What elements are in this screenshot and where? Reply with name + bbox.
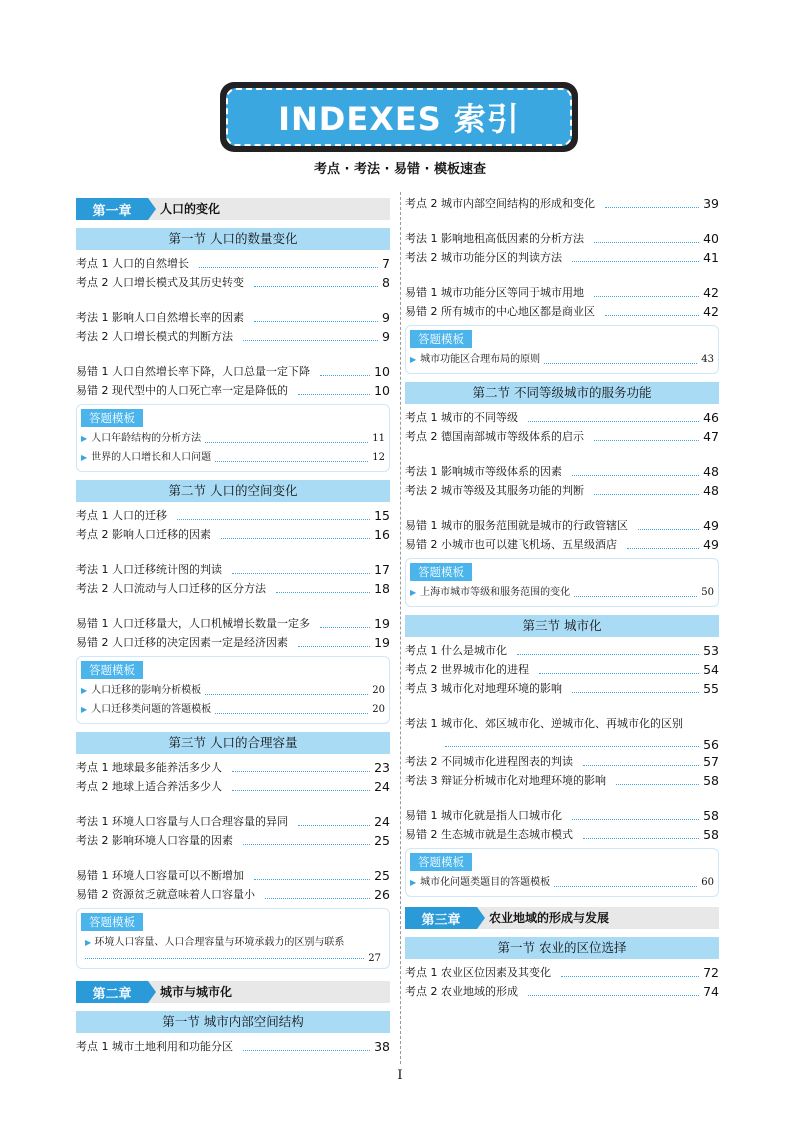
toc-entry-label: 易错 1 城市的服务范围就是城市的行政管辖区 xyxy=(405,519,628,532)
template-item-page: 43 xyxy=(701,354,714,365)
template-item[interactable] xyxy=(410,583,714,602)
section-header: 第三节 城市化 xyxy=(405,615,719,637)
toc-entry-label: 易错 2 生态城市就是生态城市模式 xyxy=(405,828,573,841)
toc-entry-label: 考点 1 地球最多能养活多少人 xyxy=(76,761,222,774)
toc-entry-page: 58 xyxy=(703,808,719,823)
toc-entry[interactable] xyxy=(405,825,719,844)
toc-entry-page: 25 xyxy=(374,868,390,883)
toc-entry-page: 74 xyxy=(703,984,719,999)
chapter-title: 城市与城市化 xyxy=(160,985,233,999)
arrow-icon: ▶ xyxy=(81,705,88,714)
toc-entry-label: 易错 2 现代型中的人口死亡率一定是降低的 xyxy=(76,384,288,397)
toc-entry-label: 考点 1 城市的不同等级 xyxy=(405,411,518,424)
toc-entry-page: 40 xyxy=(703,231,719,246)
toc-entry-page: 10 xyxy=(374,383,390,398)
toc-entry-page: 42 xyxy=(703,285,719,300)
toc-entry-page: 26 xyxy=(374,887,390,902)
leader-dots xyxy=(572,475,699,476)
toc-entry-page: 39 xyxy=(703,196,719,211)
right-column xyxy=(405,194,719,1001)
toc-entry[interactable] xyxy=(76,579,390,598)
toc-entry-label: 考点 1 人口的迁移 xyxy=(76,509,167,522)
toc-entry[interactable] xyxy=(405,408,719,427)
leader-dots xyxy=(574,596,697,597)
left-column xyxy=(76,198,390,1056)
column-divider xyxy=(400,192,401,1064)
toc-entry[interactable] xyxy=(76,633,390,652)
toc-entry[interactable] xyxy=(76,560,390,579)
toc-entry[interactable] xyxy=(76,866,390,885)
toc-entry-label: 易错 2 人口迁移的决定因素一定是经济因素 xyxy=(76,636,288,649)
toc-entry-page: 58 xyxy=(703,827,719,842)
leader-dots xyxy=(265,898,370,899)
toc-entry-page: 16 xyxy=(374,527,390,542)
toc-entry-page: 53 xyxy=(703,643,719,658)
leader-dots xyxy=(561,976,699,977)
toc-entry[interactable] xyxy=(405,714,719,752)
toc-entry[interactable] xyxy=(405,982,719,1001)
template-item-label: 人口迁移类问题的答题模板 xyxy=(91,704,212,715)
leader-dots xyxy=(243,844,370,845)
leader-dots xyxy=(605,207,699,208)
leader-dots xyxy=(205,442,368,443)
answer-template-box xyxy=(76,908,390,969)
chapter-tag: 第二章 xyxy=(76,981,148,1003)
leader-dots xyxy=(199,267,378,268)
toc-entry-label: 考点 1 城市土地利用和功能分区 xyxy=(76,1040,233,1053)
answer-template-tag: 答题模板 xyxy=(410,330,472,348)
leader-dots xyxy=(616,784,699,785)
toc-entry-label: 考法 2 人口增长模式的判断方法 xyxy=(76,330,233,343)
toc-entry[interactable] xyxy=(405,427,719,446)
template-item[interactable] xyxy=(410,873,714,892)
template-item-page: 20 xyxy=(372,685,385,696)
toc-entry-page: 54 xyxy=(703,662,719,677)
toc-entry-page: 8 xyxy=(382,275,390,290)
template-item-page: 12 xyxy=(372,452,385,463)
template-item[interactable] xyxy=(81,681,385,700)
leader-dots xyxy=(544,363,697,364)
toc-entry-page: 58 xyxy=(703,773,719,788)
toc-entry-page: 19 xyxy=(374,635,390,650)
chapter-tag: 第一章 xyxy=(76,198,148,220)
toc-entry-page: 24 xyxy=(374,779,390,794)
toc-entry-label: 易错 1 环境人口容量可以不断增加 xyxy=(76,869,244,882)
answer-template-tag: 答题模板 xyxy=(81,661,143,679)
toc-entry-label: 考点 2 城市内部空间结构的形成和变化 xyxy=(405,197,595,210)
toc-entry[interactable] xyxy=(76,327,390,346)
toc-entry[interactable] xyxy=(76,254,390,273)
section-header: 第一节 人口的数量变化 xyxy=(76,228,390,250)
toc-entry-label: 考法 1 影响城市等级体系的因素 xyxy=(405,465,562,478)
arrow-icon: ▶ xyxy=(410,878,417,887)
answer-template-tag: 答题模板 xyxy=(410,853,472,871)
toc-entry[interactable] xyxy=(76,525,390,544)
arrow-icon: ▶ xyxy=(81,453,88,462)
leader-dots xyxy=(638,529,699,530)
toc-entry[interactable] xyxy=(76,831,390,850)
toc-entry-page: 24 xyxy=(374,814,390,829)
toc-entry-page: 72 xyxy=(703,965,719,980)
toc-entry[interactable] xyxy=(405,516,719,535)
leader-dots xyxy=(320,627,370,628)
section-header: 第三节 人口的合理容量 xyxy=(76,732,390,754)
template-item-label: 环境人口容量、人口合理容量与环境承载力的区别与联系 xyxy=(94,937,345,948)
toc-entry-label: 考点 2 影响人口迁移的因素 xyxy=(76,528,211,541)
toc-entry[interactable] xyxy=(405,679,719,698)
template-item[interactable] xyxy=(81,429,385,448)
toc-entry-label: 考点 1 人口的自然增长 xyxy=(76,257,189,270)
arrow-icon: ▶ xyxy=(410,355,417,364)
toc-entry-label: 考法 2 城市等级及其服务功能的判断 xyxy=(405,484,584,497)
section-header: 第二节 人口的空间变化 xyxy=(76,480,390,502)
template-item-page: 27 xyxy=(368,953,381,964)
leader-dots xyxy=(243,1050,370,1051)
template-item[interactable]: ▶ 环境人口容量、人口合理容量与环境承载力的区别与联系 27 xyxy=(85,937,381,964)
toc-entry-label: 考点 2 地球上适合养活多少人 xyxy=(76,780,222,793)
leader-dots xyxy=(320,375,370,376)
toc-entry-label: 考法 3 辩证分析城市化对地理环境的影响 xyxy=(405,774,606,787)
toc-entry-page: 48 xyxy=(703,464,719,479)
toc-entry[interactable] xyxy=(76,308,390,327)
leader-dots xyxy=(215,461,368,462)
toc-entry-page: 23 xyxy=(374,760,390,775)
toc-entry[interactable] xyxy=(405,752,719,771)
chapter-tag: 第三章 xyxy=(405,907,477,929)
leader-dots xyxy=(594,242,699,243)
template-item-label: 城市化问题类题目的答题模板 xyxy=(420,877,551,888)
toc-entry-page: 56 xyxy=(703,737,719,752)
template-item-label: 人口年龄结构的分析方法 xyxy=(91,433,202,444)
arrow-icon: ▶ xyxy=(81,686,88,695)
toc-entry-label: 易错 1 城市功能分区等同于城市用地 xyxy=(405,286,584,299)
leader-dots xyxy=(254,321,378,322)
toc-entry-label: 考法 1 环境人口容量与人口合理容量的异同 xyxy=(76,815,288,828)
toc-entry[interactable] xyxy=(76,273,390,292)
template-item[interactable] xyxy=(81,700,385,719)
toc-entry-label: 易错 2 资源贫乏就意味着人口容量小 xyxy=(76,888,255,901)
leader-dots xyxy=(177,519,370,520)
toc-entry-page: 46 xyxy=(703,410,719,425)
leader-dots xyxy=(528,995,699,996)
toc-entry[interactable] xyxy=(76,1037,390,1056)
leader-dots xyxy=(243,340,378,341)
answer-template-box xyxy=(76,404,390,472)
toc-entry-page: 17 xyxy=(374,562,390,577)
toc-entry-label: 易错 1 人口自然增长率下降，人口总量一定下降 xyxy=(76,365,310,378)
leader-dots xyxy=(232,771,370,772)
toc-entry-page: 48 xyxy=(703,483,719,498)
section-header: 第一节 城市内部空间结构 xyxy=(76,1011,390,1033)
template-item[interactable] xyxy=(81,448,385,467)
leader-dots xyxy=(594,494,699,495)
leader-dots xyxy=(298,646,370,647)
answer-template-box xyxy=(405,325,719,374)
answer-template-box xyxy=(405,848,719,897)
section-header: 第一节 农业的区位选择 xyxy=(405,937,719,959)
subtitle: 考点 · 考法 · 易错 · 模板速查 xyxy=(314,162,486,177)
toc-entry-label: 易错 1 城市化就是指人口城市化 xyxy=(405,809,562,822)
leader-dots xyxy=(298,394,370,395)
toc-entry-page: 9 xyxy=(382,310,390,325)
toc-entry-page: 38 xyxy=(374,1039,390,1054)
leader-dots xyxy=(554,886,697,887)
toc-entry[interactable] xyxy=(405,194,719,213)
toc-entry-label: 考法 2 人口流动与人口迁移的区分方法 xyxy=(76,582,266,595)
leader-dots xyxy=(594,296,699,297)
toc-entry-label: 考点 2 人口增长模式及其历史转变 xyxy=(76,276,244,289)
toc-entry-page: 15 xyxy=(374,508,390,523)
toc-entry[interactable] xyxy=(405,771,719,790)
toc-entry[interactable] xyxy=(76,362,390,381)
toc-entry-page: 18 xyxy=(374,581,390,596)
chapter-title: 人口的变化 xyxy=(160,202,221,216)
banner-title: INDEXES 索引 xyxy=(226,88,572,146)
toc-entry-page: 42 xyxy=(703,304,719,319)
template-item[interactable] xyxy=(410,350,714,369)
toc-entry-page: 10 xyxy=(374,364,390,379)
chapter-1-header xyxy=(76,198,390,220)
answer-template-box xyxy=(405,558,719,607)
leader-dots xyxy=(276,592,370,593)
section-header: 第二节 不同等级城市的服务功能 xyxy=(405,382,719,404)
answer-template-tag: 答题模板 xyxy=(81,409,143,427)
answer-template-tag: 答题模板 xyxy=(81,913,143,931)
template-item-label: 世界的人口增长和人口问题 xyxy=(91,452,212,463)
leader-dots xyxy=(254,286,378,287)
leader-dots xyxy=(221,538,370,539)
leader-dots xyxy=(232,573,370,574)
template-item-page: 50 xyxy=(701,587,714,598)
toc-entry-page: 7 xyxy=(382,256,390,271)
toc-entry[interactable] xyxy=(405,248,719,267)
leader-dots xyxy=(539,673,699,674)
leader-dots xyxy=(205,694,368,695)
toc-entry[interactable] xyxy=(405,462,719,481)
toc-entry[interactable] xyxy=(76,381,390,400)
toc-entry-page: 55 xyxy=(703,681,719,696)
leader-dots xyxy=(594,440,699,441)
toc-entry[interactable] xyxy=(405,535,719,554)
toc-entry-page: 57 xyxy=(703,754,719,769)
toc-entry[interactable] xyxy=(405,229,719,248)
toc-entry-label: 考法 2 影响环境人口容量的因素 xyxy=(76,834,233,847)
toc-entry-label: 考点 2 农业地域的形成 xyxy=(405,985,518,998)
toc-entry-page: 9 xyxy=(382,329,390,344)
template-item-label: 城市功能区合理布局的原则 xyxy=(420,354,541,365)
toc-entry-page: 41 xyxy=(703,250,719,265)
leader-dots xyxy=(298,825,370,826)
toc-entry[interactable] xyxy=(405,302,719,321)
toc-entry-page: 49 xyxy=(703,518,719,533)
toc-entry-label: 考法 1 城市化、郊区城市化、逆城市化、再城市化的区别 xyxy=(405,717,683,730)
leader-dots xyxy=(627,548,699,549)
toc-entry-label: 考点 2 德国南部城市等级体系的启示 xyxy=(405,430,584,443)
answer-template-box xyxy=(76,656,390,724)
toc-entry-label: 易错 2 小城市也可以建飞机场、五星级酒店 xyxy=(405,538,617,551)
chapter-2-header xyxy=(76,981,390,1003)
toc-entry-page: 19 xyxy=(374,616,390,631)
leader-dots xyxy=(254,879,370,880)
arrow-icon: ▶ xyxy=(410,588,417,597)
toc-entry-label: 考点 2 世界城市化的进程 xyxy=(405,663,529,676)
toc-entry[interactable] xyxy=(405,660,719,679)
toc-entry[interactable] xyxy=(76,614,390,633)
page-number: I xyxy=(397,1068,403,1083)
toc-entry-label: 考法 1 影响人口自然增长率的因素 xyxy=(76,311,244,324)
toc-entry-label: 考法 2 城市功能分区的判读方法 xyxy=(405,251,562,264)
toc-entry[interactable] xyxy=(76,506,390,525)
leader-dots xyxy=(583,838,699,839)
leader-dots xyxy=(517,654,699,655)
leader-dots xyxy=(528,421,699,422)
index-banner xyxy=(220,82,578,152)
template-item-label: 人口迁移的影响分析模板 xyxy=(91,685,202,696)
leader-dots xyxy=(572,692,699,693)
toc-entry[interactable] xyxy=(76,812,390,831)
leader-dots xyxy=(583,765,699,766)
template-item-page: 60 xyxy=(701,877,714,888)
leader-dots xyxy=(572,261,699,262)
toc-entry[interactable] xyxy=(76,758,390,777)
toc-entry-page: 25 xyxy=(374,833,390,848)
toc-entry[interactable] xyxy=(76,777,390,796)
toc-entry-label: 考点 1 农业区位因素及其变化 xyxy=(405,966,551,979)
leader-dots xyxy=(215,713,368,714)
toc-entry-page: 49 xyxy=(703,537,719,552)
toc-entry-label: 易错 2 所有城市的中心地区都是商业区 xyxy=(405,305,595,318)
toc-entry-page: 47 xyxy=(703,429,719,444)
toc-entry-label: 考点 3 城市化对地理环境的影响 xyxy=(405,682,562,695)
toc-entry[interactable] xyxy=(405,481,719,500)
leader-dots xyxy=(605,315,699,316)
template-item-page: 20 xyxy=(372,704,385,715)
template-item-page: 11 xyxy=(372,433,385,444)
toc-entry-label: 考法 1 影响地租高低因素的分析方法 xyxy=(405,232,584,245)
leader-dots xyxy=(572,819,699,820)
chapter-3-header xyxy=(405,907,719,929)
toc-entry-label: 易错 1 人口迁移量大，人口机械增长数量一定多 xyxy=(76,617,310,630)
arrow-icon: ▶ xyxy=(81,434,88,443)
toc-entry-label: 考法 2 不同城市化进程图表的判读 xyxy=(405,755,573,768)
chapter-title: 农业地域的形成与发展 xyxy=(489,911,610,925)
toc-entry[interactable] xyxy=(405,283,719,302)
toc-entry-label: 考法 1 人口迁移统计图的判读 xyxy=(76,563,222,576)
toc-entry[interactable] xyxy=(405,806,719,825)
toc-entry[interactable] xyxy=(405,641,719,660)
answer-template-tag: 答题模板 xyxy=(410,563,472,581)
toc-entry[interactable] xyxy=(405,963,719,982)
leader-dots xyxy=(232,790,370,791)
toc-entry-label: 考点 1 什么是城市化 xyxy=(405,644,507,657)
toc-entry[interactable] xyxy=(76,885,390,904)
template-item-label: 上海市城市等级和服务范围的变化 xyxy=(420,587,571,598)
